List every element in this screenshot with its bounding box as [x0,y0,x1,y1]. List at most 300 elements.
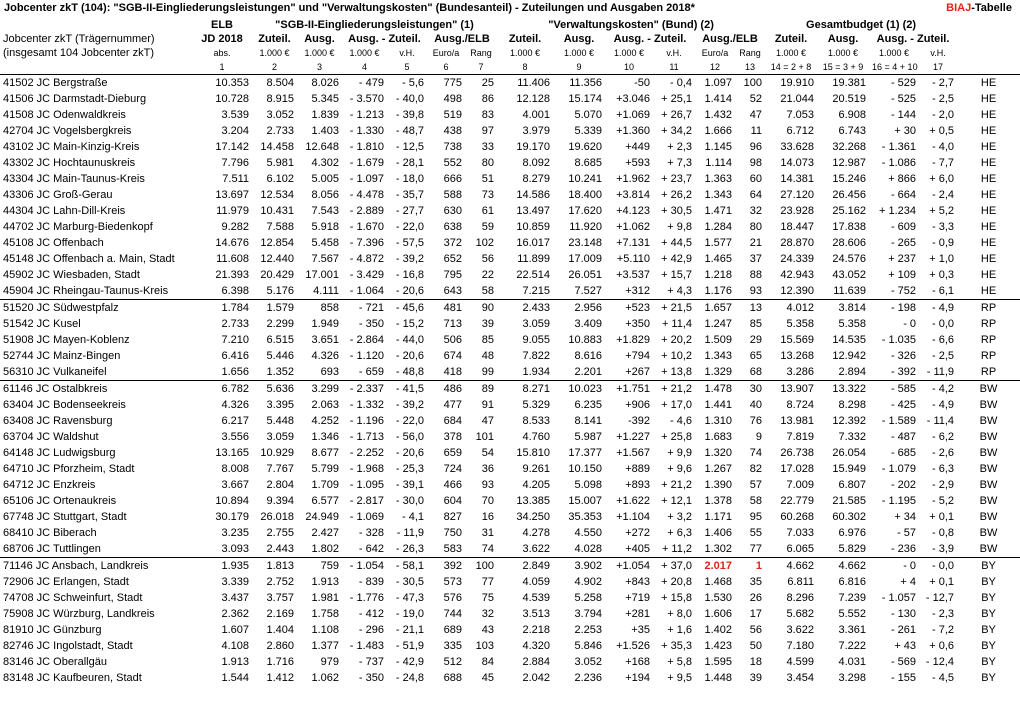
cell-col-15: 3.814 [817,300,869,317]
cell-col-4: - 737 [358,655,384,668]
cell-col-11: + 10,2 [661,349,693,362]
cell-col-12: 1.530 [704,591,733,604]
column-number: 4 [361,62,367,72]
cell-col-1: 10.728 [215,92,249,105]
cell-col-16: - 1.079 [881,462,917,475]
cell-col-10: +1.360 [616,124,651,137]
cell-col-17: - 2,9 [932,478,955,491]
cell-col-5: - 4,1 [401,510,424,523]
column-number: 2 [271,62,277,72]
cell-col-13: 13 [735,300,765,317]
cell-col-12: 1.284 [704,220,733,233]
cell-col-3: 1.346 [311,430,339,443]
cell-col-17: - 7,2 [932,623,955,636]
cell-col-7: 43 [481,623,495,636]
jobcenter-name: 51908 JC Mayen-Koblenz [3,333,130,346]
cell-col-17: - 4,5 [932,671,955,684]
column-number: 14 = 2 + 8 [770,62,812,72]
cell-col-8: 12.128 [516,92,551,105]
state-code: HE [980,92,997,105]
cell-col-1: 3.667 [221,478,249,491]
cell-col-17: - 4,9 [919,300,957,317]
jobcenter-name: 83146 JC Oberallgäu [3,655,107,668]
cell-col-7: 31 [481,526,495,539]
cell-col-10: +593 [625,156,651,169]
cell-col-15: 20.519 [832,92,867,105]
cell-col-12: 1.509 [704,333,733,346]
table-row [0,590,1020,606]
cell-col-17: - 3,3 [932,220,955,233]
cell-col-3: 5.345 [311,92,339,105]
cell-col-9: 19.620 [568,140,603,153]
cell-col-15: 6.807 [838,478,867,491]
cell-col-4: - 1.332 [349,398,384,411]
jobcenter-name: 41502 JC Bergstraße [0,75,192,92]
jobcenter-name: 65106 JC Ortenaukreis [3,494,117,507]
cell-col-8: 2.433 [497,300,553,317]
state-code: RP [980,349,997,362]
cell-col-15: 17.838 [832,220,867,233]
cell-col-3: 4.302 [311,156,339,169]
cell-col-5: - 22,0 [395,414,424,427]
cell-col-6: 552 [443,156,462,169]
cell-col-13: 57 [749,478,763,491]
cell-col-7: 25 [465,75,497,92]
cell-col-9: 5.098 [574,478,603,491]
state-code: BW [957,381,1020,398]
table-body [0,18,1020,686]
cell-col-1: 1.784 [192,300,252,317]
cell-col-16: - 609 [890,220,917,233]
cell-col-8: 10.859 [516,220,551,233]
cell-col-7: 59 [481,220,495,233]
cell-col-13: 21 [749,236,763,249]
cell-col-2: 1.813 [252,558,297,575]
cell-col-16: - 392 [890,365,917,378]
cell-col-9: 26.051 [568,268,603,281]
cell-col-10: +1.567 [616,446,651,459]
state-code: BW [979,526,998,539]
unit-vh-17: v.H. [930,48,946,58]
cell-col-6: 684 [443,414,462,427]
table-row [0,316,1020,332]
cell-col-17: - 6,3 [932,462,955,475]
cell-col-15: 7.222 [838,639,867,652]
cell-col-8: 2.042 [522,671,551,684]
cell-col-17: - 2,4 [932,188,955,201]
state-code: BW [979,446,998,459]
cell-col-13: 88 [749,268,763,281]
jobcenter-name: 63404 JC Bodenseekreis [3,398,126,411]
cell-col-14: 3.622 [786,623,815,636]
cell-col-3: 5.458 [311,236,339,249]
cell-col-7: 85 [481,333,495,346]
cell-col-11: + 13,8 [661,365,693,378]
cell-col-10: +35 [631,623,651,636]
cell-col-5: - 58,1 [387,558,427,575]
cell-col-8: 8.092 [522,156,551,169]
cell-col-4: - 1.679 [349,156,384,169]
unit-t-16: 1.000 € [879,48,910,58]
cell-col-14: 33.628 [780,140,815,153]
header-zut-3: Zuteil. [774,33,808,45]
cell-col-17: - 11,4 [926,414,955,427]
cell-col-2: 10.431 [260,204,294,217]
state-code: BY [957,558,1020,575]
cell-col-15: 6.976 [838,526,867,539]
cell-col-15: 8.298 [838,398,867,411]
cell-col-14: 7.053 [786,108,815,121]
cell-col-12: 1.390 [704,478,733,491]
cell-col-10: +449 [625,140,651,153]
cell-col-1: 1.935 [192,558,252,575]
cell-col-5: - 12,5 [395,140,424,153]
cell-col-3: 5.005 [311,172,339,185]
header-perelb-2: Ausg./ELB [702,33,758,45]
cell-col-6: 638 [443,220,462,233]
cell-col-16: - 664 [890,188,917,201]
cell-col-2: 3.059 [266,430,294,443]
cell-col-5: - 47,3 [395,591,424,604]
cell-col-1: 8.008 [221,462,249,475]
cell-col-10: +1.751 [605,381,653,398]
cell-col-4: - 839 [358,575,384,588]
cell-col-10: +1.104 [616,510,651,523]
cell-col-14: 6.811 [787,575,815,588]
state-code: BW [979,478,998,491]
cell-col-6: 688 [443,671,462,684]
cell-col-7: 54 [481,446,495,459]
cell-col-11: + 2,3 [667,140,693,153]
cell-col-8: 4.278 [522,526,551,539]
jobcenter-name: 75908 JC Würzburg, Landkreis [3,607,155,620]
cell-col-16: - 198 [869,300,919,317]
cell-col-4: - 1.097 [349,172,384,185]
cell-col-9: 8.685 [574,156,603,169]
cell-col-6: 666 [443,172,462,185]
state-code: HE [980,156,997,169]
unit-eur-12: Euro/a [701,48,729,58]
cell-col-8: 11.406 [497,75,553,92]
cell-col-9: 2.956 [553,300,605,317]
cell-col-6: 724 [443,462,462,475]
cell-col-4: - 1.054 [342,558,387,575]
cell-col-12: 1.247 [704,317,733,330]
cell-col-5: - 39,2 [395,252,424,265]
cell-col-7: 47 [481,414,495,427]
cell-col-5: - 40,0 [395,92,424,105]
cell-col-12: 1.363 [704,172,733,185]
cell-col-13: 55 [749,526,763,539]
cell-col-8: 5.329 [522,398,551,411]
cell-col-10: +312 [625,284,651,297]
cell-col-11: + 20,2 [661,333,693,346]
cell-col-17: - 0,9 [932,236,955,249]
cell-col-10: +5.110 [616,252,651,265]
table-row [0,381,1020,398]
cell-col-14: 13.907 [765,381,817,398]
cell-col-1: 1.656 [221,365,249,378]
table-row [0,332,1020,348]
cell-col-14: 8.724 [786,398,815,411]
cell-col-6: 744 [443,607,462,620]
header-diff-3: Ausg. - Zuteil. [876,33,950,45]
cell-col-2: 2.733 [266,124,294,137]
cell-col-13: 98 [749,156,763,169]
cell-col-11: + 11,4 [661,317,693,330]
state-code: BW [979,494,998,507]
cell-col-7: 97 [481,124,495,137]
cell-col-1: 7.210 [221,333,249,346]
cell-col-7: 80 [481,156,495,169]
cell-col-16: - 261 [890,623,917,636]
cell-col-12: 1.097 [695,75,735,92]
table-row [0,171,1020,187]
state-code: BY [981,655,996,668]
table-row [0,107,1020,123]
cell-col-15: 60.302 [832,510,867,523]
cell-col-8: 4.059 [522,575,551,588]
cell-col-6: 713 [443,317,462,330]
cell-col-4: - 2.252 [349,446,384,459]
cell-col-10: +893 [625,478,651,491]
table-row [0,622,1020,638]
jobcenter-name: 52744 JC Mainz-Bingen [3,349,121,362]
cell-col-2: 7.588 [266,220,294,233]
cell-col-3: 4.326 [311,349,339,362]
state-code: RP [980,317,997,330]
column-number: 15 = 3 + 9 [822,62,864,72]
cell-col-2: 3.052 [266,108,294,121]
cell-col-1: 3.437 [221,591,249,604]
cell-col-15: 12.987 [832,156,867,169]
cell-col-16: + 1.234 [879,204,917,217]
cell-col-7: 70 [481,494,495,507]
cell-col-9: 2.253 [574,623,603,636]
cell-col-10: +350 [625,317,651,330]
table-row [0,187,1020,203]
cell-col-14: 28.870 [780,236,815,249]
table-row [0,123,1020,139]
cell-col-11: + 44,5 [661,236,693,249]
cell-col-11: + 17,0 [661,398,693,411]
table-row [0,461,1020,477]
cell-col-9: 4.028 [574,542,603,555]
cell-col-10: +7.131 [616,236,651,249]
table-row [0,91,1020,107]
cell-col-10: +906 [625,398,651,411]
cell-col-4: - 1.670 [349,220,384,233]
cell-col-3: 5.799 [311,462,339,475]
state-code: BY [981,671,996,684]
table-row [0,155,1020,171]
cell-col-17: + 0,1 [929,510,955,523]
cell-col-5: - 16,8 [395,268,424,281]
cell-col-13: 11 [750,124,763,137]
column-number: 11 [669,62,679,72]
cell-col-2: 1.716 [266,655,294,668]
cell-col-16: - 265 [890,236,917,249]
cell-col-11: + 15,7 [661,268,693,281]
cell-col-3: 1.403 [311,124,339,137]
cell-col-15: 2.894 [838,365,867,378]
jobcenter-name: 42704 JC Vogelsbergkreis [3,124,132,137]
cell-col-9: 11.356 [553,75,605,92]
cell-col-12: 1.343 [704,349,733,362]
cell-col-12: 1.406 [704,526,733,539]
cell-col-1: 1.607 [221,623,249,636]
jobcenter-name: 68410 JC Biberach [3,526,97,539]
cell-col-4: - 1.196 [349,414,384,427]
column-number: 1 [219,62,225,72]
cell-col-10: +4.123 [616,204,651,217]
cell-col-10: -50 [605,75,653,92]
data-table [0,18,1020,686]
cell-col-14: 6.712 [786,124,815,137]
cell-col-11: + 37,0 [653,558,695,575]
cell-col-13: 96 [749,140,763,153]
cell-col-3: 5.918 [311,220,339,233]
cell-col-5: - 19,0 [395,607,424,620]
cell-col-7: 102 [475,236,495,249]
cell-col-2: 3.395 [266,398,294,411]
table-row [0,235,1020,251]
cell-col-12: 1.432 [704,108,733,121]
cell-col-8: 4.760 [522,430,551,443]
jobcenter-name: 63704 JC Waldshut [3,430,99,443]
cell-col-10: +3.046 [616,92,651,105]
cell-col-9: 10.883 [568,333,603,346]
cell-col-11: + 21,2 [653,381,695,398]
cell-col-3: 24.949 [305,510,339,523]
cell-col-3: 1.839 [311,108,339,121]
cell-col-5: - 11,9 [396,526,424,539]
column-number: 12 [710,62,721,72]
cell-col-5: - 39,2 [395,398,424,411]
table-row [0,445,1020,461]
jobcenter-name: 63408 JC Ravensburg [3,414,113,427]
cell-col-6: 750 [443,526,462,539]
cell-col-16: - 425 [890,398,917,411]
cell-col-16: + 866 [888,172,917,185]
cell-col-6: 519 [443,108,462,121]
table-row [0,509,1020,525]
cell-col-6: 795 [443,268,462,281]
cell-col-7: 39 [481,317,495,330]
cell-col-2: 2.299 [266,317,294,330]
cell-col-12: 1.441 [704,398,733,411]
jobcenter-name: 41508 JC Odenwaldkreis [3,108,126,121]
column-number: 9 [576,62,582,72]
cell-col-7: 16 [481,510,495,523]
cell-col-12: 1.666 [704,124,733,137]
cell-col-8: 2.218 [522,623,551,636]
state-code: HE [980,188,997,201]
cell-col-8: 2.884 [522,655,551,668]
table-row [0,251,1020,267]
cell-col-13: 17 [749,607,763,620]
cell-col-3: 2.063 [311,398,339,411]
table-row [0,606,1020,622]
jobcenter-name: 43306 JC Groß-Gerau [3,188,113,201]
cell-col-5: - 22,0 [395,220,424,233]
state-code: BW [979,430,998,443]
cell-col-14: 26.738 [780,446,815,459]
cell-col-16: - 487 [890,430,917,443]
cell-col-13: 39 [749,671,763,684]
cell-col-8: 13.385 [516,494,551,507]
cell-col-3: 1.913 [311,575,339,588]
unit-vh-5: v.H. [399,48,415,58]
state-code: BY [981,591,996,604]
cell-col-13: 76 [749,414,763,427]
cell-col-1: 4.326 [221,398,249,411]
cell-col-9: 18.400 [568,188,603,201]
cell-col-17: + 0,6 [929,639,955,652]
cell-col-15: 4.662 [817,558,869,575]
cell-col-17: - 0,0 [932,317,955,330]
cell-col-6: 466 [443,478,462,491]
cell-col-17: - 4,0 [932,140,955,153]
cell-col-8: 11.899 [517,252,551,265]
cell-col-17: + 6,0 [929,172,955,185]
cell-col-5: - 15,2 [395,317,424,330]
cell-col-4: - 4.478 [349,188,384,201]
cell-col-14: 15.569 [780,333,815,346]
cell-col-5: - 21,1 [395,623,424,636]
cell-col-6: 604 [443,494,462,507]
cell-col-9: 5.070 [574,108,603,121]
jobcenter-name: 43304 JC Main-Taunus-Kreis [3,172,145,185]
cell-col-8: 34.250 [516,510,551,523]
cell-col-17: - 2,6 [932,446,955,459]
cell-col-10: +267 [625,365,651,378]
cell-col-16: - 1.086 [881,156,917,169]
cell-col-1: 11.979 [216,204,249,217]
cell-col-13: 18 [749,655,763,668]
cell-col-4: - 1.213 [349,108,384,121]
cell-col-14: 7.819 [786,430,815,443]
cell-col-14: 6.065 [786,542,815,555]
cell-col-2: 1.352 [266,365,294,378]
cell-col-6: 392 [427,558,465,575]
cell-col-11: + 21,2 [661,478,693,491]
header-row-2 [0,32,1020,46]
cell-col-13: 100 [735,75,765,92]
cell-col-14: 14.073 [780,156,815,169]
cell-col-13: 50 [749,639,763,652]
jobcenter-name: 51542 JC Kusel [3,317,81,330]
cell-col-13: 52 [749,92,763,105]
header-label: Jobcenter zkT (Trägernummer) [3,33,155,45]
cell-col-1: 13.697 [215,188,249,201]
cell-col-3: 1.981 [311,591,339,604]
cell-col-9: 17.377 [568,446,603,459]
cell-col-3: 1.108 [311,623,339,636]
cell-col-1: 13.165 [215,446,249,459]
cell-col-10: +1.054 [605,558,653,575]
cell-col-9: 17.009 [568,252,603,265]
state-code: HE [980,268,997,281]
cell-col-11: + 21,5 [653,300,695,317]
column-number: 6 [443,62,449,72]
table-row [0,203,1020,219]
state-code: HE [980,236,997,249]
cell-col-1: 6.782 [192,381,252,398]
cell-col-14: 4.662 [765,558,817,575]
cell-col-5: - 20,6 [395,284,424,297]
cell-col-12: 1.176 [704,284,733,297]
